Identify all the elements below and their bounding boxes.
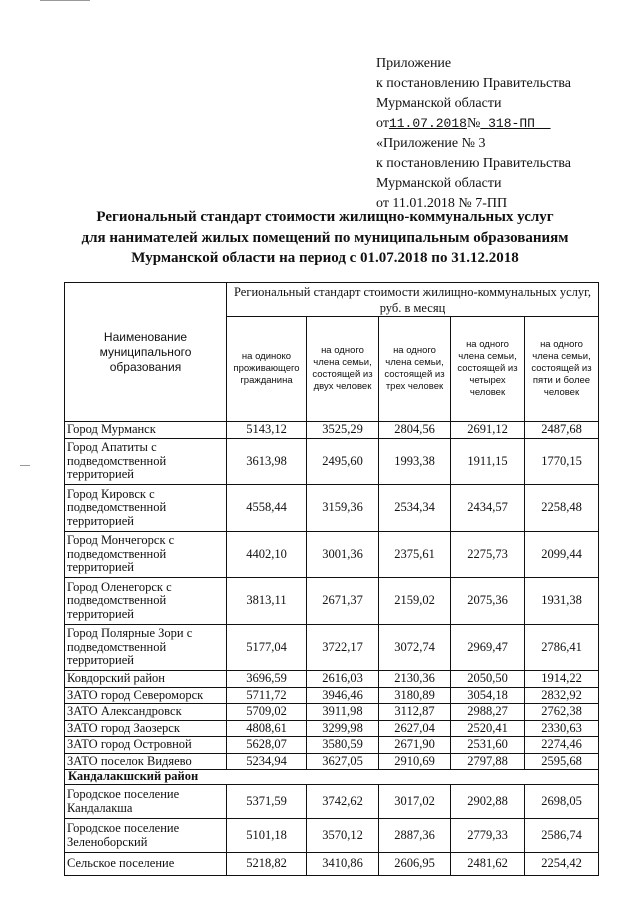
- value-cell: 2616,03: [307, 671, 379, 688]
- number-sign: №: [466, 116, 481, 131]
- value-cell: 4402,10: [227, 531, 307, 578]
- value-cell: 5711,72: [227, 687, 307, 704]
- municipality-name: Город Мончегорск с подведомственной территорией: [65, 531, 227, 578]
- appendix-line: от 11.01.2018 № 7-ПП: [376, 196, 508, 211]
- decree-number: 318-ПП: [488, 116, 535, 131]
- value-cell: 2779,33: [451, 819, 525, 853]
- municipality-name: Город Мурманск: [65, 422, 227, 439]
- municipality-name: ЗАТО поселок Видяево: [65, 753, 227, 770]
- value-cell: 5709,02: [227, 704, 307, 721]
- value-cell: 2627,04: [379, 720, 451, 737]
- municipality-name: ЗАТО город Заозерск: [65, 720, 227, 737]
- appendix-line: Приложение: [376, 56, 452, 71]
- value-cell: 3813,11: [227, 578, 307, 625]
- table-row: [65, 704, 599, 721]
- municipality-name: Городское поселение Зеленоборский: [65, 819, 227, 853]
- value-cell: 3410,86: [307, 853, 379, 876]
- value-cell: 2275,73: [451, 531, 525, 578]
- appendix-line: Мурманской области: [376, 176, 502, 191]
- value-cell: 2691,12: [451, 422, 525, 439]
- decree-date: 11.07.2018: [388, 116, 467, 131]
- value-cell: 5143,12: [227, 422, 307, 439]
- appendix-line: к постановлению Правительства: [376, 156, 572, 171]
- value-cell: 1931,38: [525, 578, 599, 625]
- table-row: [65, 753, 599, 770]
- value-cell: 2375,61: [379, 531, 451, 578]
- value-cell: 1914,22: [525, 671, 599, 688]
- value-cell: 5234,94: [227, 753, 307, 770]
- value-cell: 2762,38: [525, 704, 599, 721]
- value-cell: 3946,46: [307, 687, 379, 704]
- value-cell: 2487,68: [525, 422, 599, 439]
- value-cell: 5218,82: [227, 853, 307, 876]
- table-row: [65, 687, 599, 704]
- value-cell: 3072,74: [379, 624, 451, 671]
- value-cell: 2595,68: [525, 753, 599, 770]
- value-cell: 2274,46: [525, 737, 599, 754]
- value-cell: 1770,15: [525, 438, 599, 485]
- value-cell: 3180,89: [379, 687, 451, 704]
- municipality-name: Город Апатиты с подведомственной территорией: [65, 438, 227, 485]
- value-cell: 2258,48: [525, 485, 599, 532]
- value-cell: 2254,42: [525, 853, 599, 876]
- table-row: [65, 671, 599, 688]
- title-line: Региональный стандарт стоимости жилищно-коммунальных услуг: [96, 209, 554, 225]
- value-cell: 3525,29: [307, 422, 379, 439]
- value-cell: 5371,59: [227, 785, 307, 819]
- municipality-name: Ковдорский район: [65, 671, 227, 688]
- group-row: [65, 770, 599, 785]
- housing-standard-table: [64, 282, 599, 876]
- value-cell: 2130,36: [379, 671, 451, 688]
- column-header: на одиноко проживающего гражданина: [227, 317, 307, 422]
- value-cell: 3570,12: [307, 819, 379, 853]
- value-cell: 5628,07: [227, 737, 307, 754]
- value-cell: 2159,02: [379, 578, 451, 625]
- prefix: от: [376, 116, 389, 131]
- municipality-name: Сельское поселение: [65, 853, 227, 876]
- table-row: [65, 853, 599, 876]
- title-line: для нанимателей жилых помещений по муниципальным образованиям: [81, 229, 569, 246]
- value-cell: 2481,62: [451, 853, 525, 876]
- group-header: Региональный стандарт стоимости жилищно-коммунальных услуг, руб. в месяц: [227, 283, 599, 317]
- value-cell: 2495,60: [307, 438, 379, 485]
- municipality-name: ЗАТО город Островной: [65, 737, 227, 754]
- appendix-block: [376, 54, 571, 214]
- value-cell: 2099,44: [525, 531, 599, 578]
- value-cell: 1911,15: [451, 438, 525, 485]
- column-header: на одного члена семьи, состоящей из трех человек: [379, 317, 451, 422]
- value-cell: 3112,87: [379, 704, 451, 721]
- value-cell: 2671,37: [307, 578, 379, 625]
- appendix-line: [376, 114, 571, 134]
- value-cell: 2988,27: [451, 704, 525, 721]
- table-row: [65, 438, 599, 485]
- value-cell: 2671,90: [379, 737, 451, 754]
- value-cell: 2786,41: [525, 624, 599, 671]
- value-cell: 3001,36: [307, 531, 379, 578]
- column-header: на одного члена семьи, состоящей из двух человек: [307, 317, 379, 422]
- value-cell: 2075,36: [451, 578, 525, 625]
- value-cell: 2586,74: [525, 819, 599, 853]
- municipality-name: ЗАТО город Североморск: [65, 687, 227, 704]
- value-cell: 4558,44: [227, 485, 307, 532]
- scan-mark: [20, 465, 30, 466]
- value-cell: 2434,57: [451, 485, 525, 532]
- value-cell: 3017,02: [379, 785, 451, 819]
- value-cell: 3054,18: [451, 687, 525, 704]
- table-row: [65, 422, 599, 439]
- value-cell: 3613,98: [227, 438, 307, 485]
- value-cell: 3299,98: [307, 720, 379, 737]
- value-cell: 4808,61: [227, 720, 307, 737]
- value-cell: 2797,88: [451, 753, 525, 770]
- value-cell: 3742,62: [307, 785, 379, 819]
- municipality-name: Город Полярные Зори с подведомственной территорией: [65, 624, 227, 671]
- table-row: [65, 819, 599, 853]
- group-name: Кандалакшский район: [65, 770, 599, 785]
- value-cell: 3696,59: [227, 671, 307, 688]
- value-cell: 5101,18: [227, 819, 307, 853]
- value-cell: 2832,92: [525, 687, 599, 704]
- value-cell: 2520,41: [451, 720, 525, 737]
- value-cell: 1993,38: [379, 438, 451, 485]
- value-cell: 2534,34: [379, 485, 451, 532]
- table-row: [65, 531, 599, 578]
- value-cell: 2330,63: [525, 720, 599, 737]
- value-cell: 5177,04: [227, 624, 307, 671]
- appendix-line: Мурманской области: [376, 96, 502, 111]
- document-title: [40, 207, 610, 269]
- table-row: [65, 485, 599, 532]
- table-row: [65, 578, 599, 625]
- table-row: [65, 624, 599, 671]
- column-header: на одного члена семьи, состоящей из пяти и более человек: [525, 317, 599, 422]
- title-line: Мурманской области на период с 01.07.2018 по 31.12.2018: [131, 250, 519, 266]
- value-cell: 3722,17: [307, 624, 379, 671]
- municipality-header: Наименование муниципального образования: [65, 283, 227, 422]
- table-row: [65, 720, 599, 737]
- value-cell: 3911,98: [307, 704, 379, 721]
- municipality-name: Городское поселение Кандалакша: [65, 785, 227, 819]
- value-cell: 2804,56: [379, 422, 451, 439]
- column-header: на одного члена семьи, состоящей из четырех человек: [451, 317, 525, 422]
- value-cell: 2902,88: [451, 785, 525, 819]
- value-cell: 2910,69: [379, 753, 451, 770]
- value-cell: 3580,59: [307, 737, 379, 754]
- value-cell: 2698,05: [525, 785, 599, 819]
- value-cell: 2887,36: [379, 819, 451, 853]
- value-cell: 2606,95: [379, 853, 451, 876]
- value-cell: 3627,05: [307, 753, 379, 770]
- municipality-name: Город Оленегорск с подведомственной территорией: [65, 578, 227, 625]
- appendix-line: к постановлению Правительства: [376, 76, 572, 91]
- municipality-name: Город Кировск с подведомственной территорией: [65, 485, 227, 532]
- table-row: [65, 737, 599, 754]
- scan-mark: [40, 0, 90, 1]
- value-cell: 2050,50: [451, 671, 525, 688]
- municipality-name: ЗАТО Александровск: [65, 704, 227, 721]
- table-row: [65, 785, 599, 819]
- value-cell: 3159,36: [307, 485, 379, 532]
- value-cell: 2531,60: [451, 737, 525, 754]
- value-cell: 2969,47: [451, 624, 525, 671]
- appendix-line: «Приложение № 3: [376, 136, 486, 151]
